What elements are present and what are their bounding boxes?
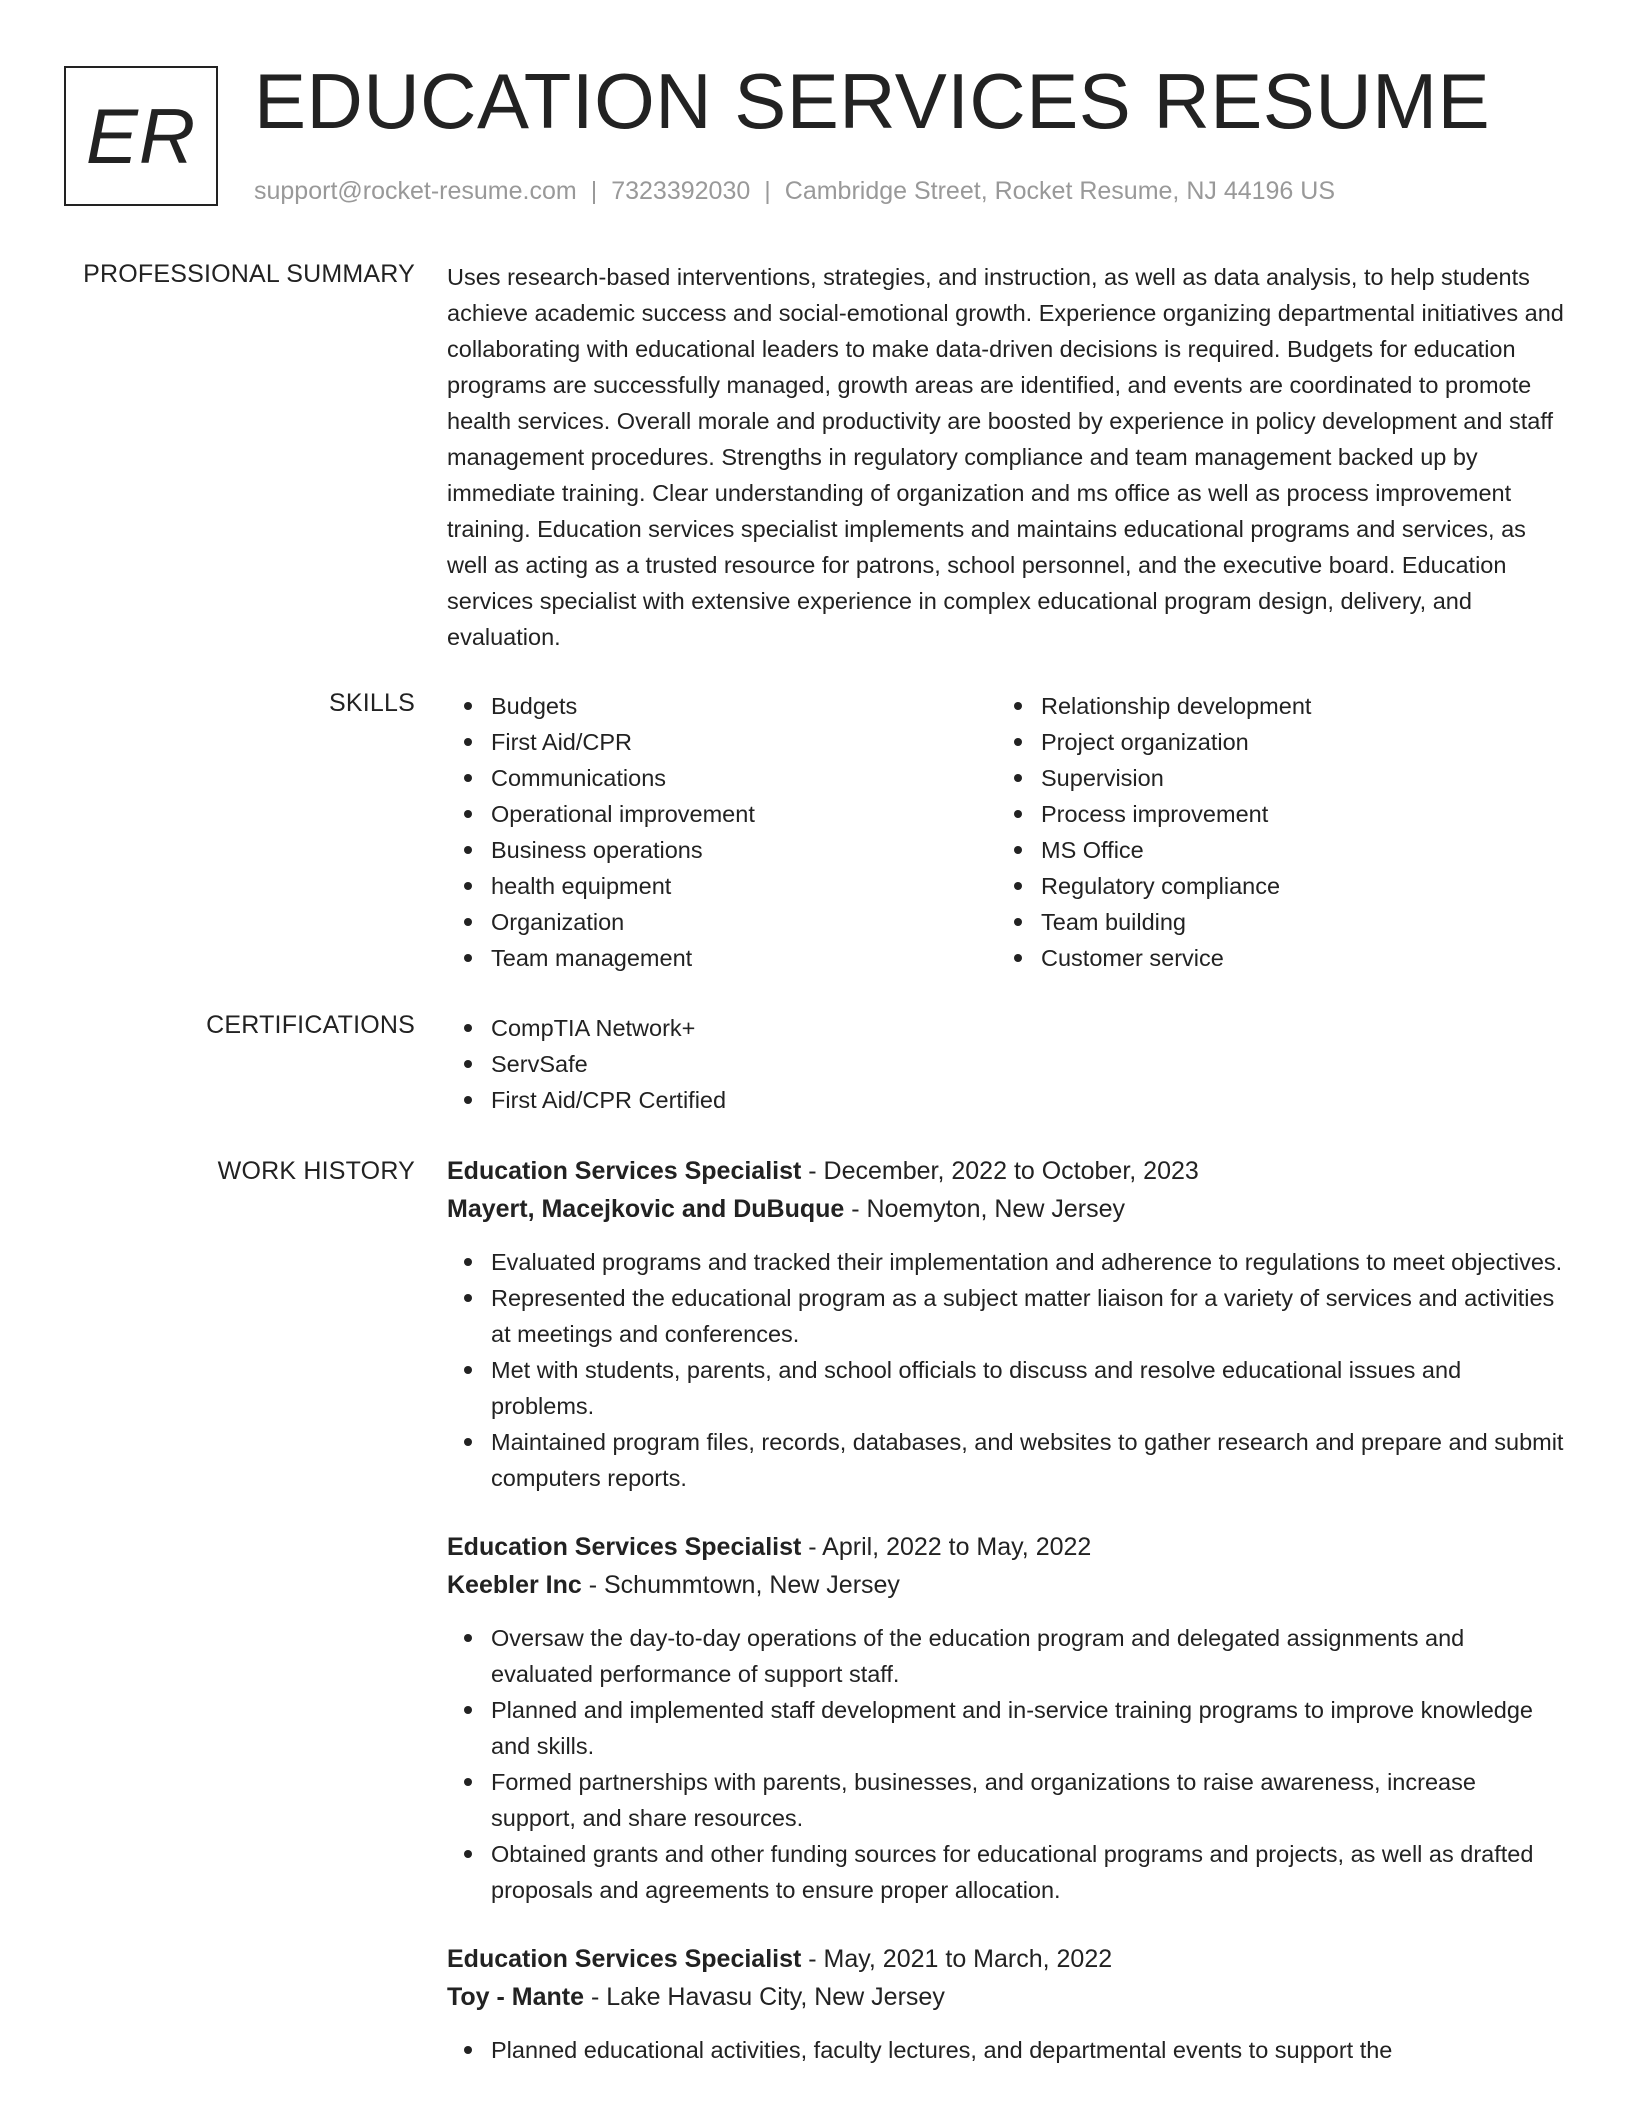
list-item: Team management (447, 940, 997, 976)
list-item: Relationship development (997, 688, 1547, 724)
contact-phone: 7323392030 (611, 177, 751, 205)
list-item: Customer service (997, 940, 1547, 976)
job-bullets (447, 1620, 1567, 1908)
job-title: Education Services Specialist (447, 1533, 802, 1561)
skills-body (447, 688, 1567, 976)
job-company: Toy - Mante (447, 1983, 585, 2011)
job-location: Schummtown, New Jersey (604, 1571, 900, 1599)
list-item: MS Office (997, 832, 1547, 868)
job-location: Lake Havasu City, New Jersey (606, 1983, 945, 2011)
contact-separator: | (764, 177, 771, 205)
list-item: Evaluated programs and tracked their implementation and adherence to regulations to meet objectives. (447, 1244, 1567, 1280)
monogram-box (64, 66, 218, 206)
list-item: Organization (447, 904, 997, 940)
work-history-body (447, 1152, 1567, 2100)
job-company-line: Toy - Mante - Lake Havasu City, New Jersey (447, 1983, 945, 2011)
certifications-list (447, 1010, 1567, 1118)
certifications-label: CERTIFICATIONS (206, 1011, 415, 1039)
resume-title: EDUCATION SERVICES RESUME (254, 57, 1491, 145)
job-title-line: Education Services Specialist - December, 2022 to October, 2023 (447, 1157, 1199, 1185)
job-location: Noemyton, New Jersey (866, 1195, 1125, 1223)
job-title-line: Education Services Specialist - April, 2022 to May, 2022 (447, 1533, 1092, 1561)
job-company: Mayert, Macejkovic and DuBuque (447, 1195, 845, 1223)
list-item: Operational improvement (447, 796, 997, 832)
job-title: Education Services Specialist (447, 1157, 802, 1185)
list-item: Budgets (447, 688, 997, 724)
job-entry (447, 1152, 1567, 1496)
summary-text: Uses research-based interventions, strategies, and instruction, as well as data analysis, to help students achieve academic success and social-emotional growth. Experience organizing departmental initiatives and collaborating with educational leaders to make data-driven decisions is required. Budgets for education programs are successfully managed, growth areas are identified, and events are coordinated to promote health services. Overall morale and productivity are boosted by experience in policy development and staff management procedures. Strengths in regulatory compliance and team management backed up by immediate training. Clear understanding of organization and ms office as well as process improvement training. Education services specialist implements and maintains educational programs and services, as well as acting as a trusted resource for patrons, school personnel, and the executive board. Education services specialist with extensive experience in complex educational program design, delivery, and evaluation. (447, 264, 1564, 650)
list-item: Regulatory compliance (997, 868, 1547, 904)
list-item: health equipment (447, 868, 997, 904)
list-item: ServSafe (447, 1046, 1567, 1082)
job-title: Education Services Specialist (447, 1945, 802, 1973)
summary-body (447, 259, 1567, 655)
list-item: Formed partnerships with parents, businesses, and organizations to raise awareness, increase support, and share resources. (447, 1764, 1567, 1836)
contact-address: Cambridge Street, Rocket Resume, NJ 44196 US (784, 177, 1336, 205)
work-history-label: WORK HISTORY (217, 1157, 415, 1185)
job-dates: May, 2021 to March, 2022 (823, 1945, 1113, 1973)
contact-separator: | (590, 177, 598, 205)
job-dates: April, 2022 to May, 2022 (822, 1533, 1092, 1561)
list-item: Maintained program files, records, databases, and websites to gather research and prepare and submit computers reports. (447, 1424, 1567, 1496)
list-item: Project organization (997, 724, 1547, 760)
job-company-line: Keebler Inc - Schummtown, New Jersey (447, 1571, 900, 1599)
job-company: Keebler Inc (447, 1571, 582, 1599)
list-item: Represented the educational program as a subject matter liaison for a variety of services and activities at meetings and conferences. (447, 1280, 1567, 1352)
skills-list-left (447, 688, 997, 976)
list-item: Obtained grants and other funding sources for educational programs and projects, as well as drafted proposals and agreements to ensure proper allocation. (447, 1836, 1567, 1908)
list-item: Met with students, parents, and school officials to discuss and resolve educational issues and problems. (447, 1352, 1567, 1424)
job-entry (447, 1940, 1567, 2068)
skills-list-right (997, 688, 1547, 976)
summary-label: PROFESSIONAL SUMMARY (83, 260, 415, 288)
list-item: CompTIA Network+ (447, 1010, 1567, 1046)
job-bullets (447, 1244, 1567, 1496)
job-dates: December, 2022 to October, 2023 (823, 1157, 1199, 1185)
list-item: Planned educational activities, faculty lectures, and departmental events to support the (447, 2032, 1567, 2068)
skills-label: SKILLS (329, 689, 415, 717)
job-bullets (447, 2032, 1567, 2068)
contact-line (254, 176, 1335, 206)
job-entry (447, 1528, 1567, 1908)
monogram-initials: ER (85, 91, 197, 180)
list-item: Planned and implemented staff development and in-service training programs to improve knowledge and skills. (447, 1692, 1567, 1764)
list-item: Business operations (447, 832, 997, 868)
list-item: Oversaw the day-to-day operations of the education program and delegated assignments and evaluated performance of support staff. (447, 1620, 1567, 1692)
contact-email: support@rocket-resume.com (254, 177, 577, 205)
list-item: Supervision (997, 760, 1547, 796)
list-item: Team building (997, 904, 1547, 940)
list-item: First Aid/CPR (447, 724, 997, 760)
certifications-body (447, 1010, 1567, 1118)
list-item: Communications (447, 760, 997, 796)
job-title-line: Education Services Specialist - May, 2021 to March, 2022 (447, 1945, 1113, 1973)
list-item: Process improvement (997, 796, 1547, 832)
job-company-line: Mayert, Macejkovic and DuBuque - Noemyton, New Jersey (447, 1195, 1125, 1223)
list-item: First Aid/CPR Certified (447, 1082, 1567, 1118)
